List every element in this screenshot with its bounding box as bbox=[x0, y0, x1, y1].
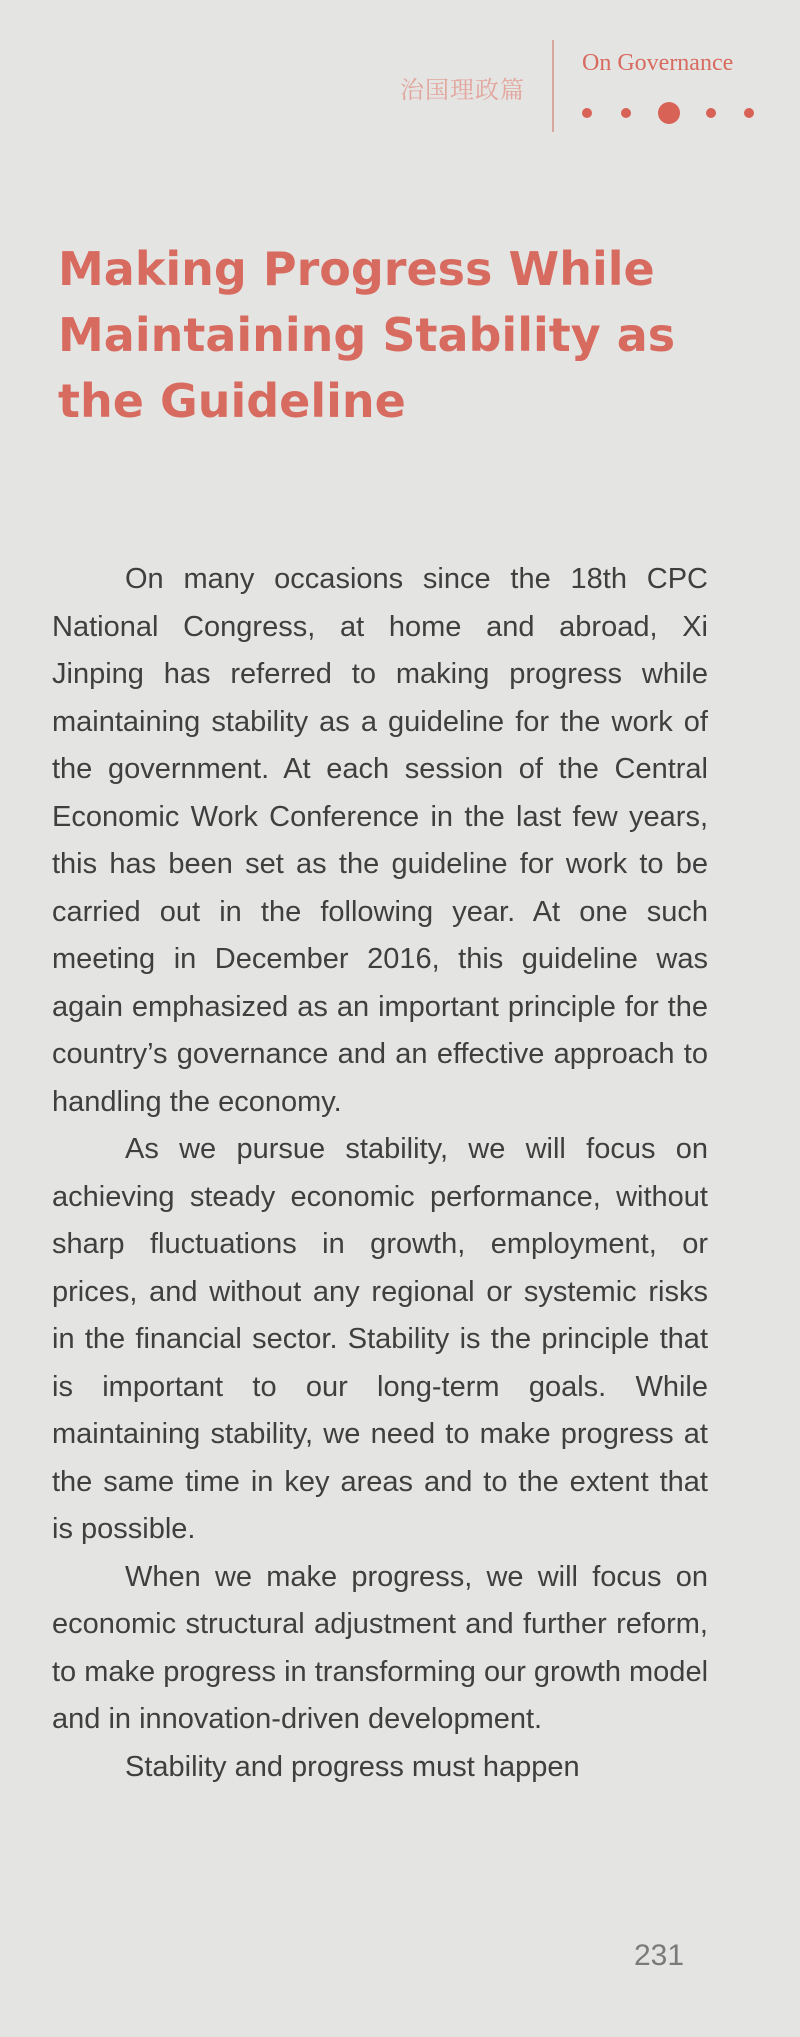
chinese-section-label: 治国理政篇 bbox=[400, 76, 525, 104]
indicator-dot-active bbox=[658, 102, 680, 124]
body-paragraph: Stability and progress must happen bbox=[125, 1750, 580, 1783]
title-line: the Guideline bbox=[58, 374, 406, 428]
body-paragraph: As we pursue stability, we will focus on achieving steady economic performance, without sharp fluctuations in growth, employment, or prices, and without any regional or systemic risks in the financial sector. Stability is the principle that is important to our long-term goals. While maintaining stability, we need to make progress at the same time in key areas and to the extent that is possible. bbox=[52, 1133, 708, 1545]
indicator-dot bbox=[744, 108, 754, 118]
indicator-dot bbox=[706, 108, 716, 118]
indicator-dot bbox=[621, 108, 631, 118]
title-line: Making Progress While bbox=[58, 242, 655, 296]
body-paragraph: When we make progress, we will focus on economic structural adjustment and further reform, to make progress in transforming our growth model and in innovation-driven development. bbox=[52, 1560, 709, 1735]
section-indicator-dots bbox=[578, 101, 760, 125]
page-number: 231 bbox=[634, 1939, 685, 1972]
article-body bbox=[52, 556, 708, 1791]
english-section-label: On Governance bbox=[582, 50, 734, 76]
header-divider bbox=[552, 40, 554, 132]
title-line: Maintaining Stability as bbox=[58, 308, 676, 362]
article-title bbox=[58, 236, 758, 434]
body-paragraph: On many occasions since the 18th CPC National Congress, at home and abroad, Xi Jinping has referred to making progress while maintaining stability as a guideline for the work of the government. At each session of the Central Economic Work Conference in the last few years, this has been set as the guideline for work to be carried out in the following year. At one such meeting in December 2016, this guideline was again emphasized as an important principle for the country’s governance and an effective approach to handling the economy. bbox=[52, 563, 708, 1118]
indicator-dot bbox=[582, 108, 592, 118]
